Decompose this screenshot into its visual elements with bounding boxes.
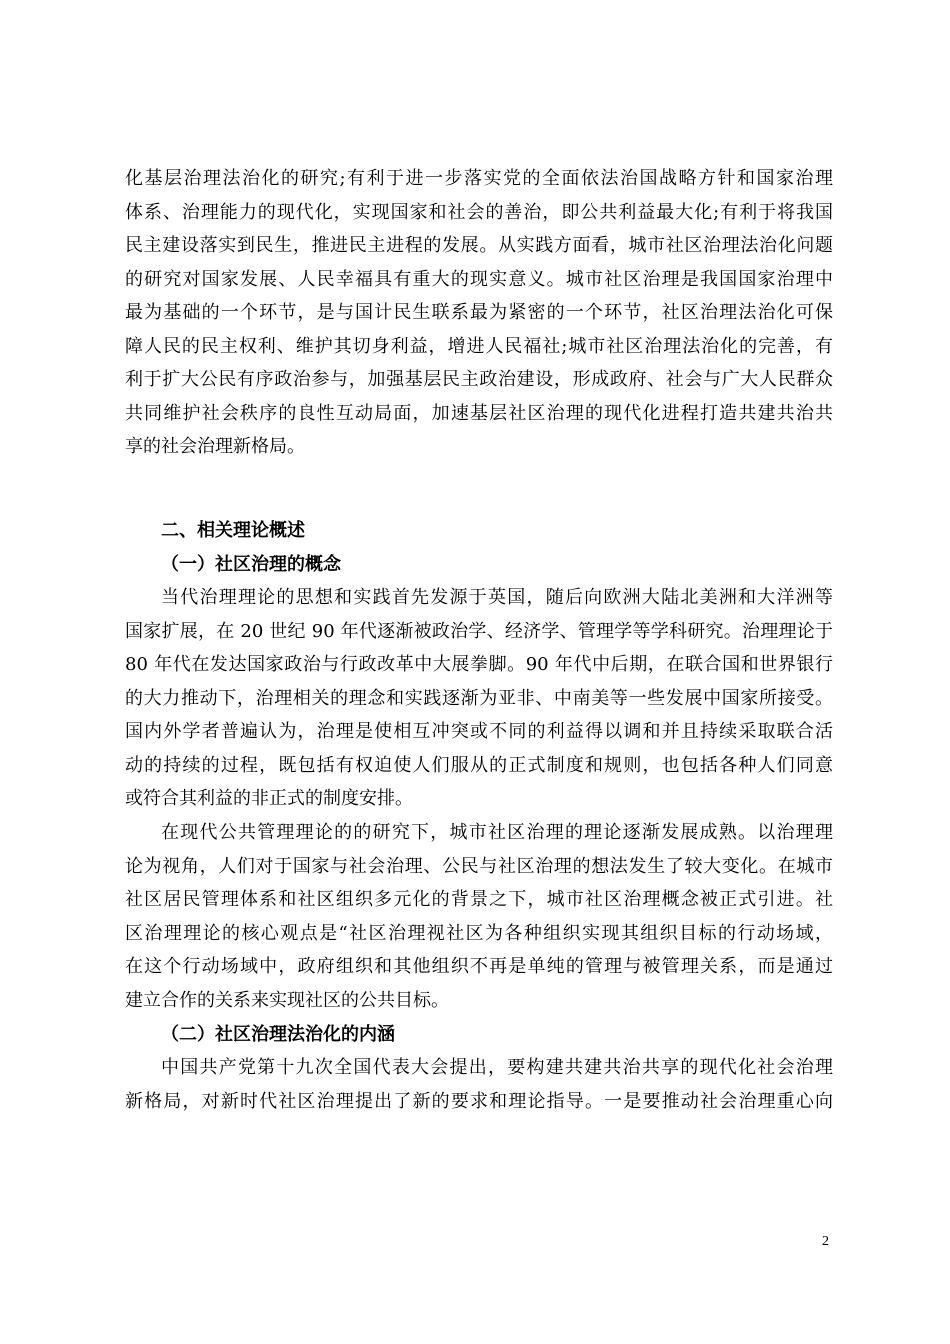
paragraph-connotation xyxy=(125,1051,833,1118)
subsection-heading: （二）社区治理法治化的内涵 xyxy=(161,1024,395,1045)
text-line: 国内外学者普遍认为，治理是使相互冲突或不同的利益得以调和并且持续采取联合活 xyxy=(125,721,833,742)
text-line: 区治理理论的核心观点是“社区治理视社区为各种组织实现其组织目标的行动场域， xyxy=(125,922,833,944)
text-line: 的研究对国家发展、人民幸福具有重大的现实意义。城市社区治理是我国国家治理中 xyxy=(125,268,833,290)
text-line: 新格局，对新时代社区治理提出了新的要求和理论指导。一是要推动社会治理重心向 xyxy=(125,1090,833,1112)
text-line: 社区居民管理体系和社区组织多元化的背景之下，城市社区治理概念被正式引进。社 xyxy=(125,889,833,910)
text-line: 共同维护社会秩序的良性互动局面，加速基层社区治理的现代化进程打造共建共治共 xyxy=(125,402,833,424)
text-line: 在现代公共管理理论的的研究下，城市社区治理的理论逐渐发展成熟。以治理理 xyxy=(161,822,833,843)
text-line: 享的社会治理新格局。 xyxy=(125,436,305,457)
text-line: 或符合其利益的非正式的制度安排。 xyxy=(125,788,413,809)
text-line: 民主建设落实到民生，推进民主进程的发展。从实践方面看，城市社区治理法治化问题 xyxy=(125,235,833,256)
text-line: 论为视角，人们对于国家与社会治理、公民与社区治理的想法发生了较大变化。在城市 xyxy=(125,855,833,877)
text-line: 最为基础的一个环节，是与国计民生联系最为紧密的一个环节，社区治理法治化可保 xyxy=(125,302,833,323)
text-line: 利于扩大公民有序政治参与，加强基层民主政治建设，形成政府、社会与广大人民群众 xyxy=(125,369,833,390)
text-line: 在这个行动场域中，政府组织和其他组织不再是单纯的管理与被管理关系，而是通过 xyxy=(125,956,833,977)
paragraph-concept-2 xyxy=(125,816,833,1017)
paragraph-intro xyxy=(125,162,833,464)
text-line: 80 年代在发达国家政治与行政改革中大展拳脚。90 年代中后期，在联合国和世界银行 xyxy=(125,654,833,675)
page-number: 2 xyxy=(822,1234,829,1249)
text-line: 化基层治理法治化的研究;有利于进一步落实党的全面依法治国战略方针和国家治理 xyxy=(125,168,833,189)
text-line: 动的持续的过程，既包括有权迫使人们服从的正式制度和规则，也包括各种人们同意 xyxy=(125,754,833,776)
text-line: 建立合作的关系来实现社区的公共目标。 xyxy=(125,989,449,1011)
text-line: 国家扩展，在 20 世纪 90 年代逐渐被政治学、经济学、管理学等学科研究。治理理论于 xyxy=(125,620,833,642)
text-line: 当代治理理论的思想和实践首先发源于英国，随后向欧洲大陆北美洲和大洋洲等 xyxy=(161,587,833,608)
text-line: 中国共产党第十九次全国代表大会提出，要构建共建共治共享的现代化社会治理 xyxy=(161,1057,833,1078)
section-heading: 二、相关理论概述 xyxy=(161,520,305,541)
subsection-heading: （一）社区治理的概念 xyxy=(161,554,341,575)
text-line: 的大力推动下，治理相关的理念和实践逐渐为亚非、中南美等一些发展中国家所接受。 xyxy=(125,687,833,709)
text-line: 障人民的民主权利、维护其切身利益，增进人民福社;城市社区治理法治化的完善，有 xyxy=(125,335,833,357)
paragraph-concept-1 xyxy=(125,581,833,816)
text-line: 体系、治理能力的现代化，实现国家和社会的善治，即公共利益最大化;有利于将我国 xyxy=(125,201,833,223)
